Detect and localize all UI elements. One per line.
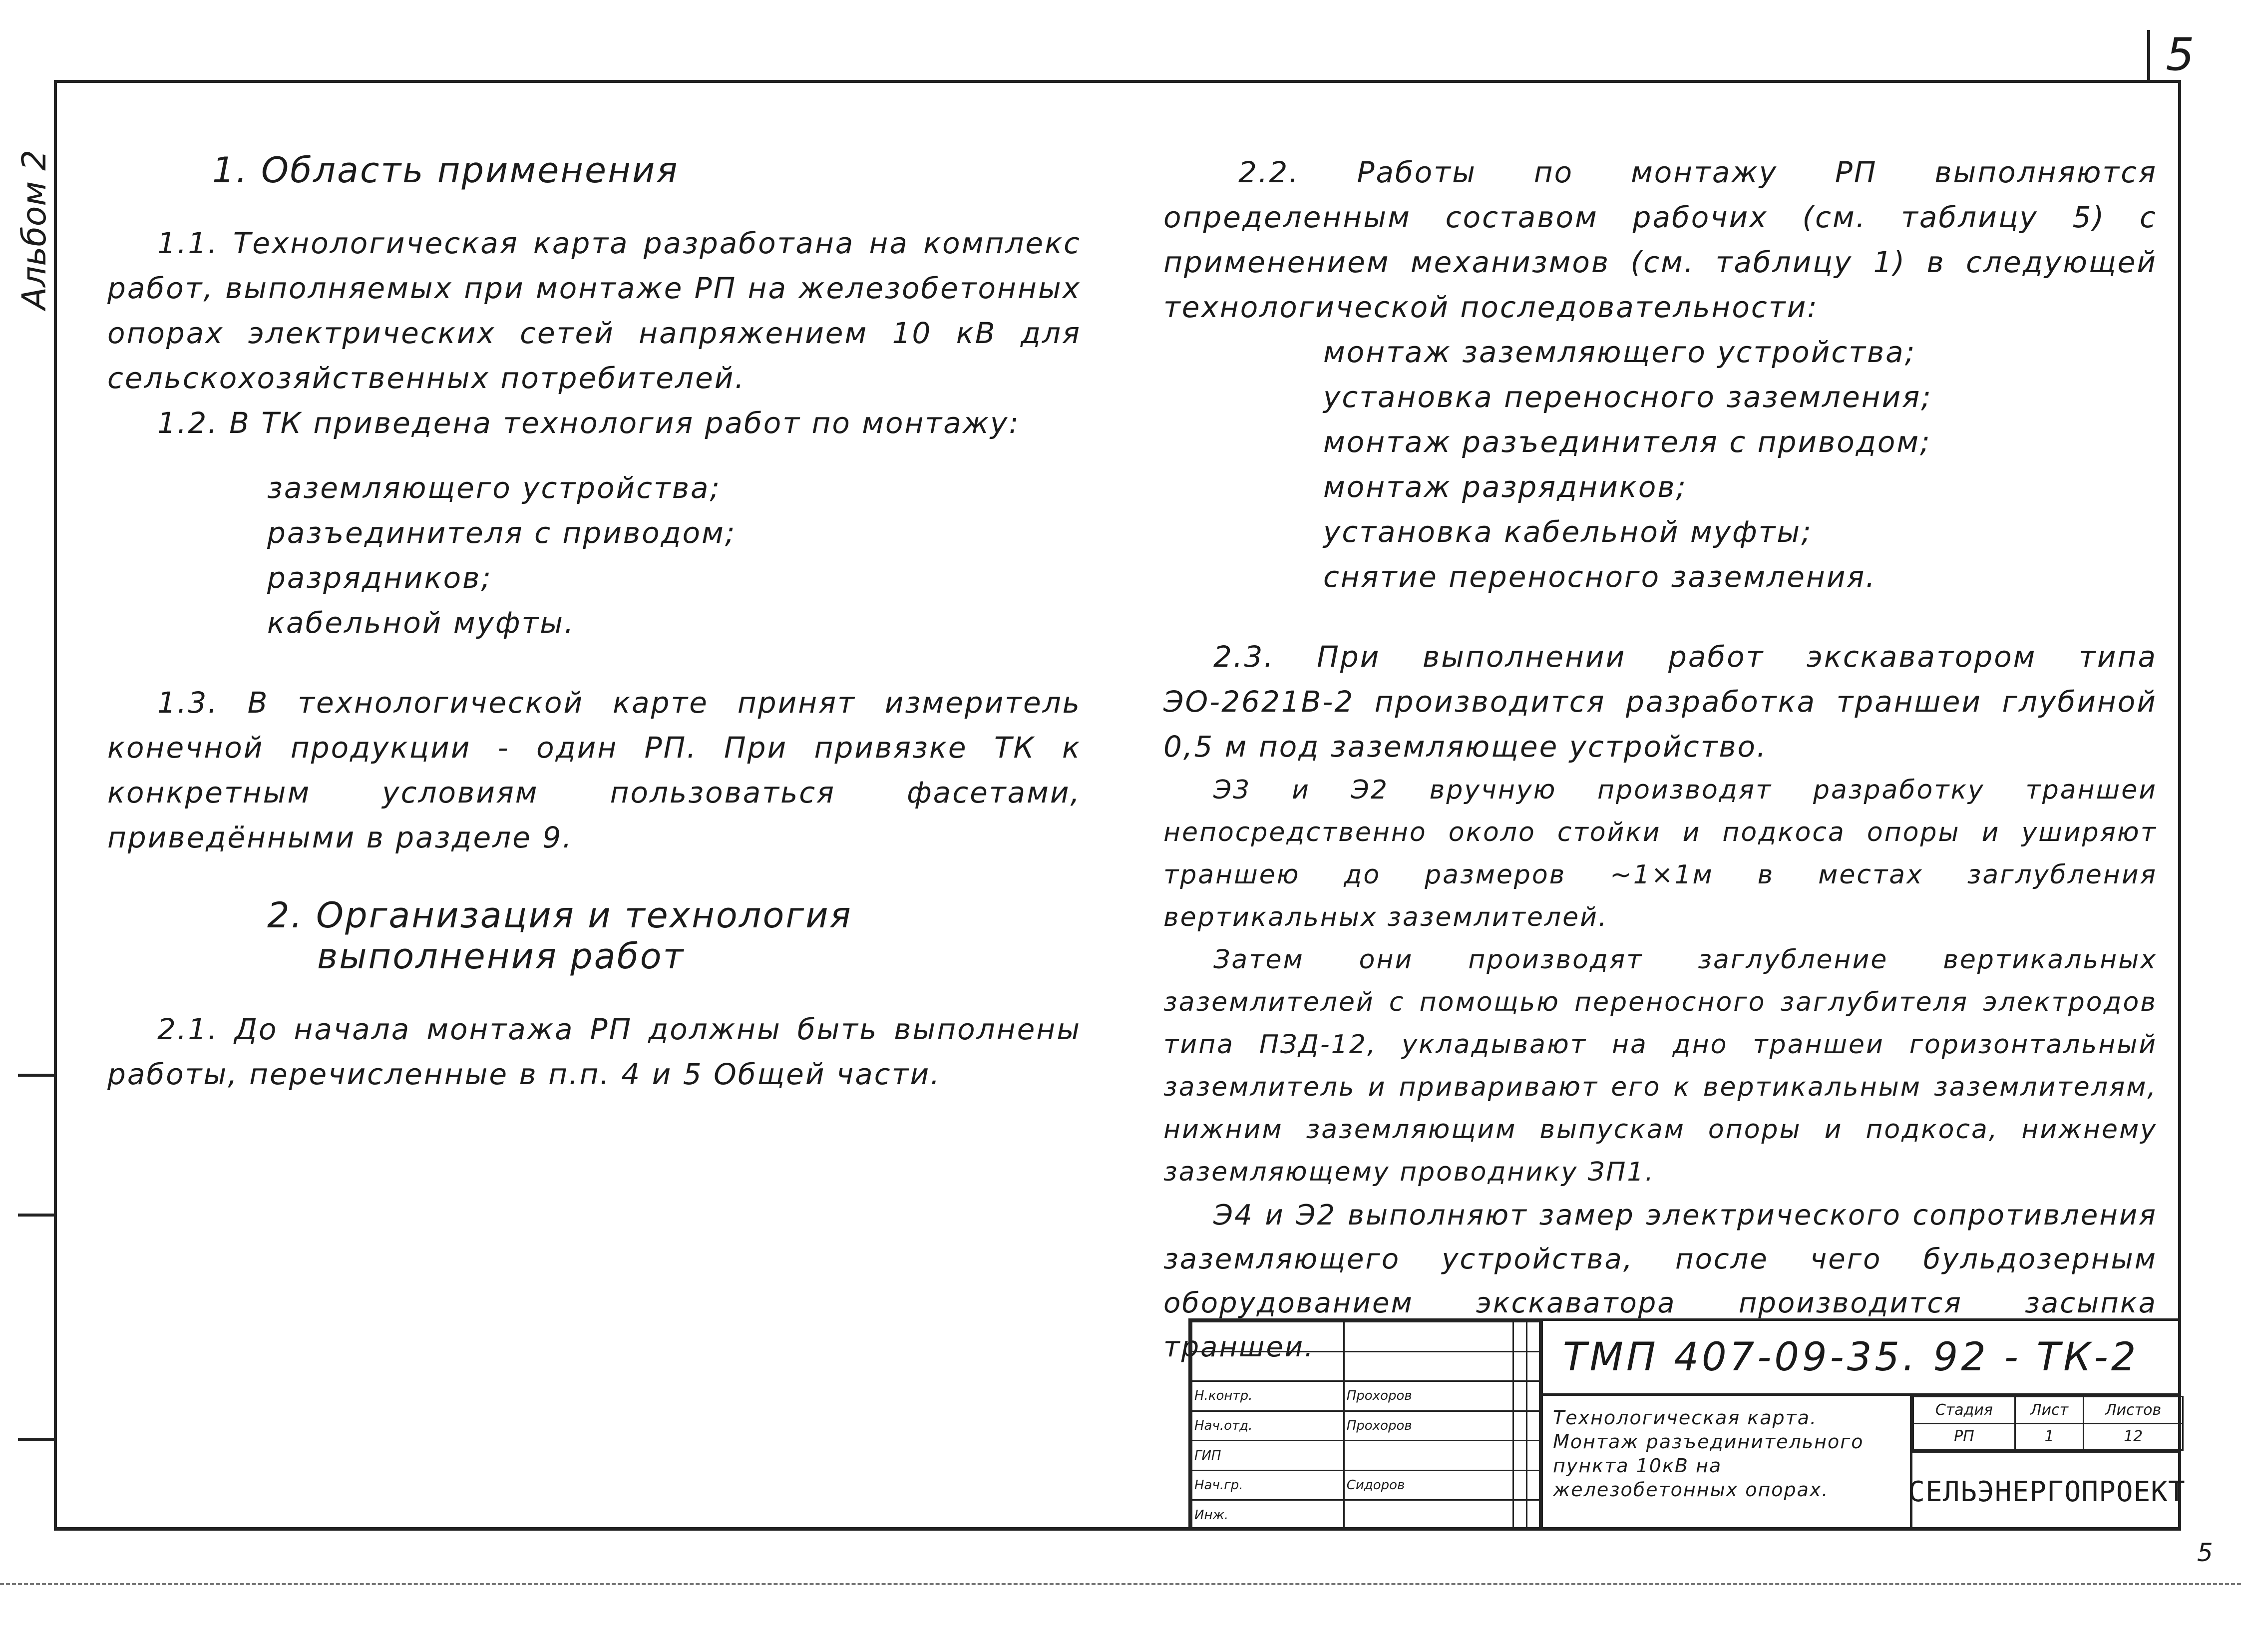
left-column [107,150,1081,1097]
sig-role: Н.контр. [1192,1381,1344,1411]
cut-line [0,1583,2241,1585]
stage-value: РП [1913,1423,2015,1450]
list-item: разрядников; [267,561,492,595]
sig-cell [1513,1411,1526,1441]
sig-cell [1192,1322,1344,1352]
sig-role: Инж. [1192,1500,1344,1530]
sheet-header: Лист [2015,1397,2084,1424]
list-item: монтаж заземляющего устройства; [1323,335,1916,369]
sig-role: ГИП [1192,1441,1344,1471]
sig-cell [1513,1500,1526,1530]
sig-cell [1526,1351,1539,1381]
sig-cell [1513,1322,1526,1352]
title-block [1188,1318,2186,1531]
list-item: кабельной муфты. [267,606,575,640]
sig-cell [1526,1441,1539,1471]
sig-cell [1526,1322,1539,1352]
sig-person [1344,1500,1513,1530]
paragraph-2-1: 2.1. До начала монтажа РП должны быть выполнены работы, перечисленные в п.п. 4 и 5 Общей части. [107,1012,1081,1091]
list-item: установка переносного заземления; [1323,380,1932,414]
paragraph-2-6: Э4 и Э2 выполняют замер электрического сопротивления заземляющего устройства, после чего бульдозерным оборудованием экскаватора производится засыпка траншеи. [1163,1199,2157,1363]
stage-table [1910,1396,2184,1451]
section-1-heading: 1. Область применения [212,150,679,191]
sheet-value: 1 [2015,1423,2084,1450]
section-2-heading-cont: выполнения работ [317,936,685,977]
margin-tick [18,1074,54,1077]
sheet-number-corner: 5 [2197,1538,2213,1567]
sequence-list [1163,330,2157,599]
paragraph-2-2: 2.2. Работы по монтажу РП выполняются определенным составом рабочих (см. таблицу 5) с применением механизмов (см. таблицу 1) в следующей технологической последовательности: [1163,155,2157,324]
sig-cell [1513,1441,1526,1471]
sheet-number: 5 [2147,30,2210,80]
margin-tick [18,1214,54,1217]
list-item: монтаж разъединителя с приводом; [1323,425,1931,459]
list-item: снятие переносного заземления. [1323,560,1876,594]
list-item: заземляющего устройства; [267,471,722,505]
sig-person: Прохоров [1344,1381,1513,1411]
paragraph-2-5: Затем они производят заглубление вертикальных заземлителей с помощью переносного заглубителя электродов типа ПЗД-12, укладывают на дно траншеи горизонтальный заземлитель и приваривают его к вертикальным заземлителям, нижним заземляющим выпускам опоры и подкоса, нижнему заземляющему проводнику ЗП1. [1163,945,2157,1187]
sig-cell [1513,1470,1526,1500]
organization-name: СЕЛЬЭНЕРГОПРОЕКТ [1910,1451,2181,1531]
sig-cell [1513,1351,1526,1381]
sig-cell [1344,1351,1513,1381]
sig-cell [1344,1322,1513,1352]
sig-cell [1192,1351,1344,1381]
sheets-header: Листов [2084,1397,2183,1424]
paragraph-1-1: 1.1. Технологическая карта разработана на комплекс работ, выполняемых при монтаже РП на железобетонных опорах электрических сетей напряжением 10 кВ для сельскохозяйственных потребителей. [107,226,1081,395]
paragraph-1-2: 1.2. В ТК приведена технология работ по монтажу: [157,406,1020,440]
sig-role: Нач.гр. [1192,1470,1344,1500]
sig-person: Прохоров [1344,1411,1513,1441]
document-description: Технологическая карта. Монтаж разъединительного пункта 10кВ на железобетонных опорах. [1540,1396,1910,1531]
list-item: монтаж разрядников; [1323,470,1688,504]
sig-cell [1526,1500,1539,1530]
section-2-heading: 2. Организация и технология [267,895,852,936]
sig-cell [1526,1411,1539,1441]
margin-tick [18,1438,54,1441]
list-item: разъединителя с приводом; [267,516,737,550]
sig-cell [1526,1381,1539,1411]
signature-grid [1191,1321,1540,1531]
album-label: Альбом 2 [15,149,53,310]
work-list [107,465,1081,645]
sheets-value: 12 [2084,1423,2183,1450]
stage-header: Стадия [1913,1397,2015,1424]
document-code: ТМП 407-09-35. 92 - ТК-2 [1540,1321,2181,1396]
paragraph-2-3: 2.3. При выполнении работ экскаватором типа ЭО-2621В-2 производится разработка траншеи глубиной 0,5 м под заземляющее устройство. [1163,640,2157,764]
sig-role: Нач.отд. [1192,1411,1344,1441]
paragraph-2-4: Э3 и Э2 вручную производят разработку траншеи непосредственно около стойки и подкоса опоры и уширяют траншею до размеров ~1×1м в местах заглубления вертикальных заземлителей. [1163,775,2157,932]
sig-cell [1526,1470,1539,1500]
paragraph-1-3: 1.3. В технологической карте принят измеритель конечной продукции - один РП. При привязке ТК к конкретным условиям пользоваться фасетами, приведёнными в разделе 9. [107,686,1081,854]
sig-person [1344,1441,1513,1471]
sig-person: Сидоров [1344,1470,1513,1500]
sig-cell [1513,1381,1526,1411]
list-item: установка кабельной муфты; [1323,515,1813,549]
right-column [1163,150,2157,1369]
